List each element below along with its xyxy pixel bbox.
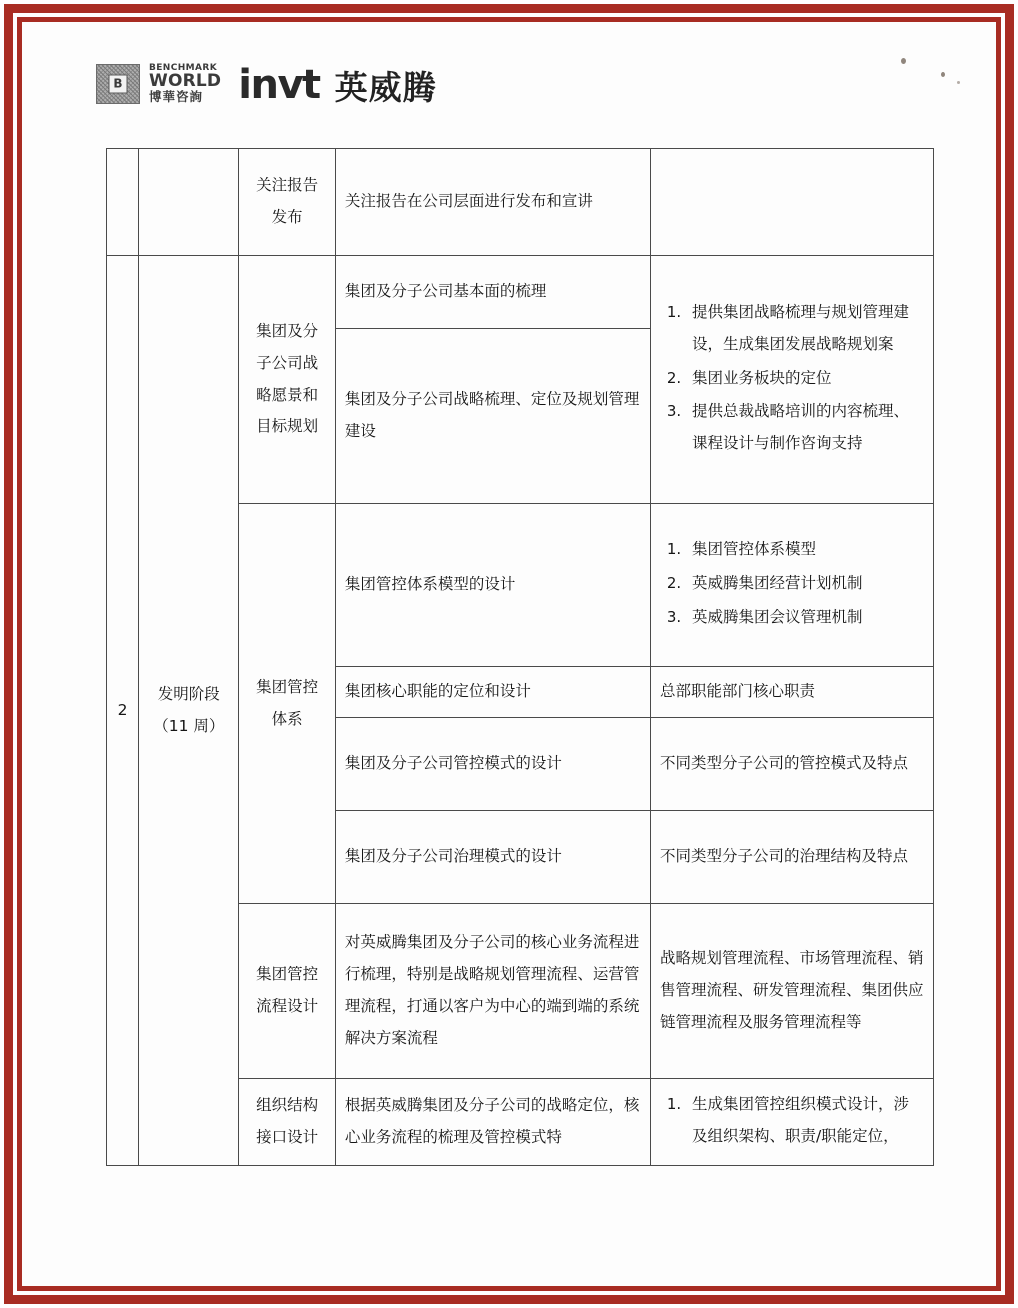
invt-chinese-wordmark: 英威腾 [334, 68, 437, 108]
benchmark-world-mark-icon [96, 64, 140, 104]
cell-task: 集团及分子公司基本面的梳理 [335, 256, 650, 329]
cell-task: 集团及分子公司管控模式的设计 [335, 718, 650, 811]
scan-speck [901, 58, 906, 64]
cell-output: 总部职能部门核心职责 [650, 667, 933, 718]
module-line: 略愿景和 [256, 385, 319, 404]
company-logo [96, 62, 437, 109]
scan-speck [957, 81, 960, 84]
list-item: 1. 生成集团管控组织模式设计，涉及组织架构、职责/职能定位， [686, 1089, 924, 1153]
benchmark-world-wordmark [149, 64, 221, 104]
cell-output [650, 149, 933, 256]
logo-benchmark-text: BENCHMARK [149, 63, 218, 73]
module-line: 集团管控 [256, 677, 319, 696]
cell-task: 集团及分子公司治理模式的设计 [335, 811, 650, 904]
invt-wordmark: invt [238, 62, 320, 109]
output-list [660, 297, 924, 460]
output-list [660, 534, 924, 633]
module-line: 集团及分 [256, 321, 319, 340]
table-row [107, 149, 934, 256]
cell-task: 根据英威腾集团及分子公司的战略定位，核心业务流程的梳理及管控模式特 [335, 1079, 650, 1166]
list-item: 2. 集团业务板块的定位 [686, 363, 924, 395]
cell-phase-number: 2 [107, 256, 139, 1166]
module-line: 子公司战 [256, 353, 319, 372]
list-item: 1. 集团管控体系模型 [686, 534, 924, 566]
module-line: 目标规划 [256, 417, 319, 436]
project-plan-table [106, 148, 934, 1166]
cell-output [650, 256, 933, 504]
cell-module-name [239, 1079, 335, 1166]
list-item: 3. 英威腾集团会议管理机制 [686, 602, 924, 634]
module-line: 发布 [271, 208, 303, 226]
cell-module-name [239, 504, 335, 904]
cell-task: 集团核心职能的定位和设计 [335, 667, 650, 718]
project-plan-table-container [106, 148, 934, 1166]
cell-phase-name [139, 149, 239, 256]
cell-output [650, 1079, 933, 1166]
module-line: 集团管控 [256, 965, 319, 984]
cell-phase-number [107, 149, 139, 256]
module-line: 流程设计 [256, 997, 319, 1015]
cell-phase-name [139, 256, 239, 1166]
cell-task: 集团及分子公司战略梳理、定位及规划管理建设 [335, 329, 650, 504]
module-line: 关注报告 [256, 176, 319, 195]
cell-task: 关注报告在公司层面进行发布和宣讲 [335, 149, 650, 256]
scan-speck [941, 72, 945, 77]
cell-module-name [239, 149, 335, 256]
logo-world-text: WORLD [149, 71, 222, 92]
list-item: 1. 提供集团战略梳理与规划管理建设，生成集团发展战略规划案 [686, 297, 924, 361]
module-line: 体系 [271, 709, 303, 728]
cell-output [650, 504, 933, 667]
logo-chinese-text: 博華咨詢 [149, 88, 204, 104]
module-line: 组织结构 [256, 1096, 319, 1115]
table-row [107, 256, 934, 329]
list-item: 2. 英威腾集团经营计划机制 [686, 568, 924, 600]
cell-module-name [239, 904, 335, 1079]
cell-module-name [239, 256, 335, 504]
cell-output: 不同类型分子公司的治理结构及特点 [650, 811, 933, 904]
output-list [660, 1089, 924, 1153]
cell-task: 集团管控体系模型的设计 [335, 504, 650, 667]
phase-line: （11 周） [153, 716, 225, 735]
cell-output: 不同类型分子公司的管控模式及特点 [650, 718, 933, 811]
phase-line: 发明阶段 [157, 684, 220, 703]
cell-task: 对英威腾集团及分子公司的核心业务流程进行梳理，特别是战略规划管理流程、运营管理流程，打通以客户为中心的端到端的系统解决方案流程 [335, 904, 650, 1079]
module-line: 接口设计 [256, 1128, 319, 1146]
list-item: 3. 提供总裁战略培训的内容梳理、课程设计与制作咨询支持 [686, 396, 924, 460]
cell-output: 战略规划管理流程、市场管理流程、销售管理流程、研发管理流程、集团供应链管理流程及服务管理流程等 [650, 904, 933, 1079]
